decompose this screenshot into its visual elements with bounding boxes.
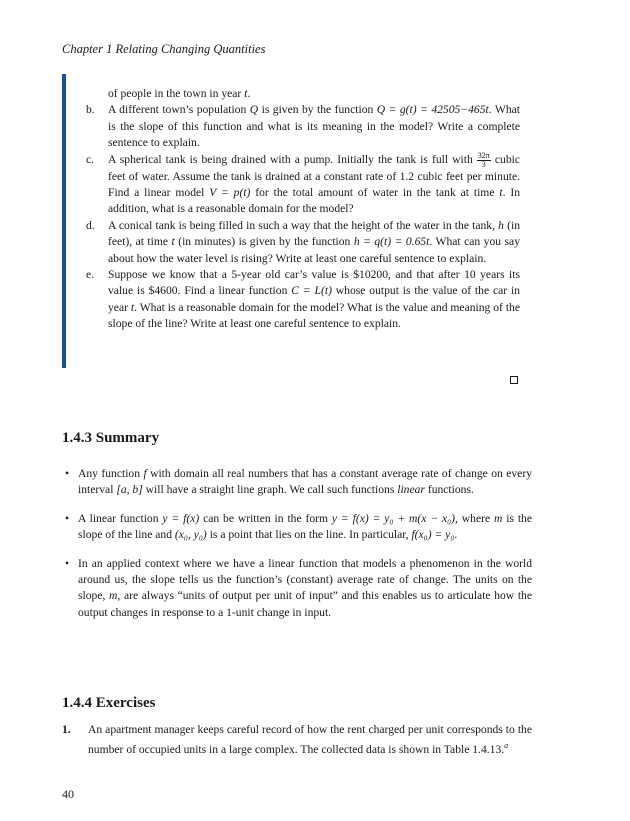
bullet-icon: •	[65, 556, 70, 570]
math-equation: h = q(t) = 0.65t	[353, 235, 430, 249]
fraction-denominator: 3	[481, 159, 486, 169]
math-var: Q	[249, 103, 259, 117]
text: A spherical tank is being drained with a pump. Initially the tank is full with	[108, 152, 477, 166]
item-label: e.	[86, 268, 95, 282]
bullet-icon: •	[65, 467, 70, 480]
summary-list	[62, 466, 532, 633]
exercises-heading: 1.4.4 Exercises	[62, 695, 156, 711]
math-var: f	[143, 467, 147, 480]
qed-square-icon	[510, 376, 518, 384]
summary-bullet-3	[62, 556, 532, 622]
text: .	[247, 87, 251, 100]
text: is a point that lies on the line. In particular,	[206, 528, 412, 542]
exercise-1	[62, 722, 532, 759]
text: . In addition, what is a reasonable domain for the model?	[108, 186, 520, 216]
math-var: t	[244, 87, 248, 100]
text: In an applied context where we have a linear function that models a phenomenon in the world around us, the slope tells us the function’s (constant) average rate of change. The units on the slope,	[78, 556, 532, 603]
summary-bullet-1	[62, 466, 532, 499]
text: of people in the town in year	[108, 87, 245, 100]
activity-item-b	[86, 102, 520, 151]
fraction-numerator: 32π	[477, 150, 490, 160]
math-equation: y = f(x)	[162, 511, 200, 525]
item-label: b.	[86, 103, 95, 117]
text: is given by the function	[258, 103, 377, 117]
math-var: m	[493, 511, 503, 525]
math-equation: C = L(t)	[291, 284, 332, 298]
text: with domain all real numbers that has a constant average rate of change on every interval	[78, 467, 532, 497]
page-number: 40	[62, 787, 74, 801]
summary-heading: 1.4.3 Summary	[62, 430, 160, 446]
text: Any function	[78, 467, 144, 480]
text: An apartment manager keeps careful record of how the rent charged per unit corresponds to the number of occupied units in a large complex. The collected data is shown in Table 1.4.13.	[88, 723, 532, 757]
text: whose output is the value of the car in year	[108, 284, 520, 314]
math-interval: [a, b]	[116, 483, 143, 497]
text: functions.	[424, 483, 474, 497]
fraction	[477, 152, 491, 169]
text: (in feet), at time	[108, 218, 520, 249]
text: cubic feet of water. Assume the tank is drained at a constant rate of 1.2 cubic feet per minute. Find a linear model	[108, 152, 520, 200]
text: (in minutes) is given by the function	[174, 235, 354, 249]
item-label: d.	[86, 218, 95, 232]
summary-bullet-2	[62, 511, 532, 544]
footnote-link[interactable]: a	[504, 741, 509, 751]
math-equation: y = f(x) = y₀ + m(x − x₀)	[331, 511, 456, 525]
text: , where	[455, 511, 494, 525]
activity-item-d	[86, 218, 520, 267]
math-equation: f(x₀) = y₀	[411, 528, 455, 542]
text: . What is a reasonable domain for the model? What is the value and meaning of the slope of the line? Write at least one careful sentence to explain.	[108, 300, 520, 331]
bullet-icon: •	[65, 511, 70, 525]
activity-item-e	[86, 267, 520, 333]
text: can be written in the form	[199, 511, 332, 525]
text: Suppose we know that a 5-year old car’s value is $10200, and that after 10 years its value is $4600. Find a linear function	[108, 268, 520, 298]
math-equation: Q = g(t) = 42505−465t	[376, 103, 489, 117]
math-equation: V = p(t)	[209, 186, 251, 200]
exercise-number: 1.	[62, 723, 71, 736]
running-head: Chapter 1 Relating Changing Quantities	[62, 42, 266, 56]
text: , are always “units of output per unit of input” and this enables us to articulate how the output changes in response to a 1-unit change in input.	[78, 589, 532, 619]
text: A different town’s population	[108, 103, 250, 117]
math-var: t	[499, 186, 503, 200]
math-var: h	[498, 218, 504, 232]
text: .	[454, 528, 458, 542]
text: . What can you say about how the water level is rising? Write at least one careful sentence to explain.	[108, 235, 520, 265]
text: is the slope of the line and	[78, 511, 532, 542]
text: will have a straight line graph. We call such functions	[142, 483, 398, 497]
activity-block	[86, 86, 520, 333]
math-point: (x₀, y₀)	[174, 528, 207, 542]
emphasis: linear	[397, 483, 425, 497]
text: A linear function	[78, 511, 163, 525]
exercise-text	[62, 722, 532, 759]
math-var: t	[171, 235, 175, 249]
text: . What is the slope of this function and what is its meaning in the model? Write a complete sentence to explain.	[108, 103, 520, 150]
math-var: m	[109, 589, 118, 603]
activity-accent-bar	[62, 74, 66, 368]
text: for the total amount of water in the tank at time	[250, 186, 500, 200]
item-label: c.	[86, 152, 95, 166]
math-var: t	[130, 300, 135, 314]
activity-item-a-tail	[86, 86, 520, 102]
text: A conical tank is being filled in such a way that the height of the water in the tank,	[108, 218, 499, 232]
activity-item-c	[86, 152, 520, 218]
